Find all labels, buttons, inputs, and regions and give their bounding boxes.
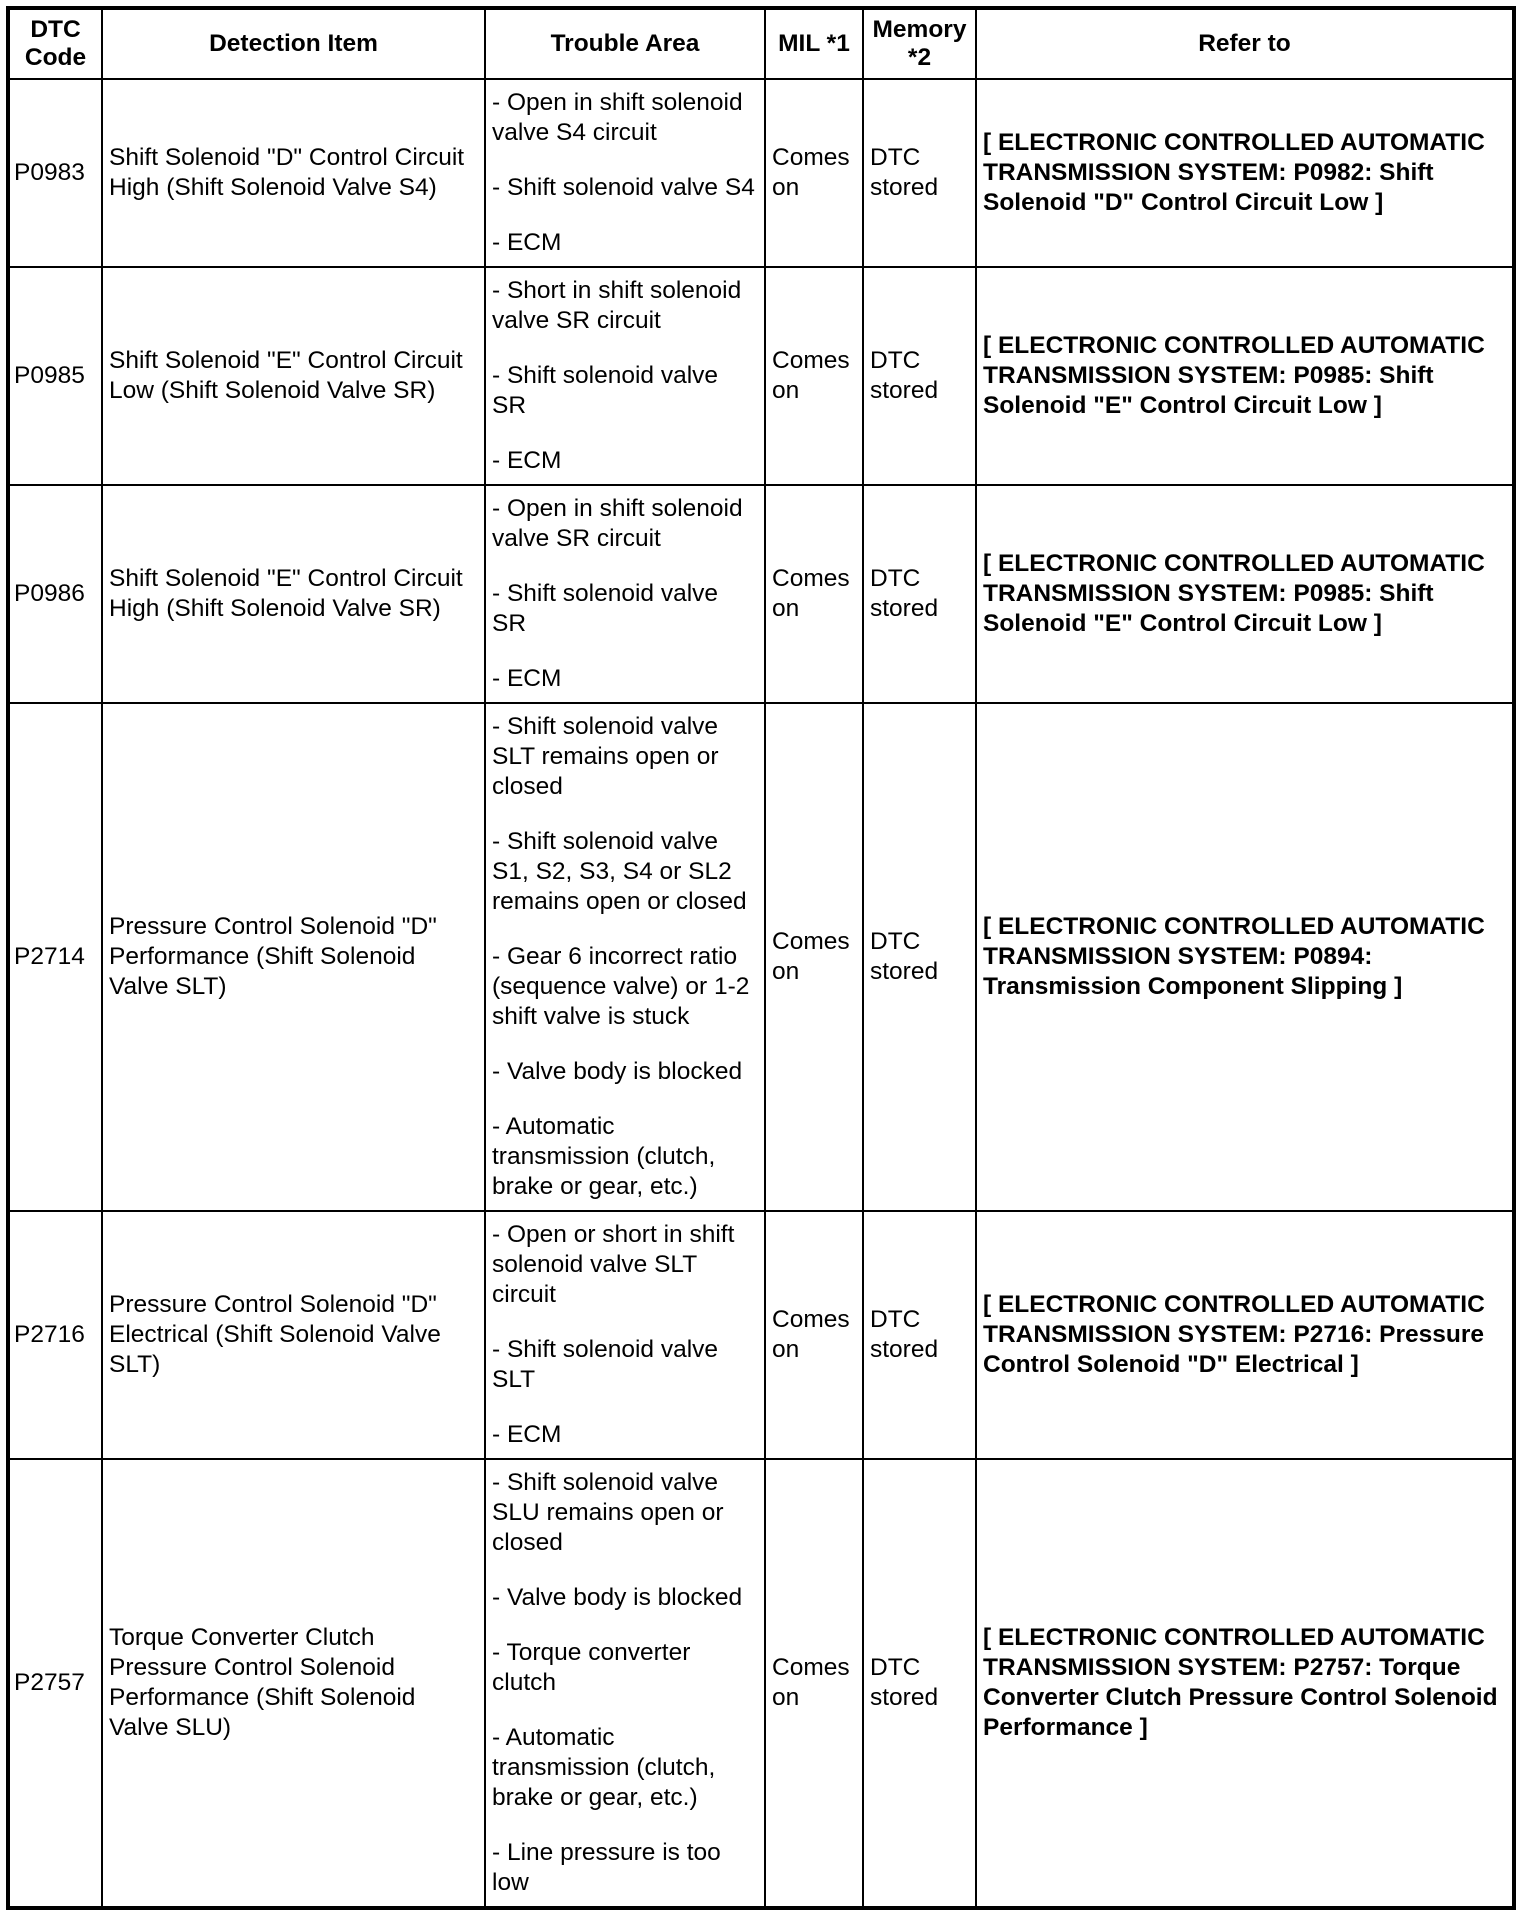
trouble-area-item: - Shift solenoid valve SR [492,362,719,419]
dtc-code-cell: P2714 [8,703,102,1211]
memory-cell: DTC stored [863,485,976,703]
table-row [8,79,1514,267]
trouble-area-item: - Torque converter clutch [492,1639,691,1696]
dtc-code-cell: P0985 [8,267,102,485]
table-row [8,485,1514,703]
header-refer-to: Refer to [976,8,1514,79]
detection-item-cell: Shift Solenoid "E" Control Circuit Low (Shift Solenoid Valve SR) [102,267,485,485]
trouble-area-cell [485,485,765,703]
mil-cell: Comes on [765,267,863,485]
trouble-area-item: - ECM [492,665,562,692]
trouble-area-cell [485,79,765,267]
trouble-area-item: - Valve body is blocked [492,1584,743,1611]
dtc-code-cell: P2757 [8,1459,102,1908]
refer-to-cell: [ ELECTRONIC CONTROLLED AUTOMATIC TRANSMISSION SYSTEM: P2757: Torque Converter Clutch Pressure Control Solenoid Performance ] [976,1459,1514,1908]
mil-cell: Comes on [765,485,863,703]
refer-to-cell: [ ELECTRONIC CONTROLLED AUTOMATIC TRANSMISSION SYSTEM: P0985: Shift Solenoid "E" Control Circuit Low ] [976,485,1514,703]
trouble-area-item: - Shift solenoid valve SLU remains open or closed [492,1469,724,1556]
dtc-table [6,6,1516,1910]
mil-cell: Comes on [765,79,863,267]
trouble-area-cell [485,1459,765,1908]
header-mil: MIL *1 [765,8,863,79]
trouble-area-item: - Shift solenoid valve SLT [492,1336,719,1393]
memory-cell: DTC stored [863,1211,976,1459]
mil-cell: Comes on [765,1211,863,1459]
dtc-table-container [6,6,1512,1910]
header-trouble-area: Trouble Area [485,8,765,79]
refer-to-cell: [ ELECTRONIC CONTROLLED AUTOMATIC TRANSMISSION SYSTEM: P0985: Shift Solenoid "E" Control Circuit Low ] [976,267,1514,485]
memory-cell: DTC stored [863,703,976,1211]
detection-item-cell: Shift Solenoid "D" Control Circuit High (Shift Solenoid Valve S4) [102,79,485,267]
detection-item-cell: Torque Converter Clutch Pressure Control Solenoid Performance (Shift Solenoid Valve SLU) [102,1459,485,1908]
header-dtc-code: DTC Code [8,8,102,79]
trouble-area-item: - Automatic transmission (clutch, brake or gear, etc.) [492,1724,716,1811]
trouble-area-item: - Valve body is blocked [492,1058,743,1085]
trouble-area-item: - Shift solenoid valve S1, S2, S3, S4 or SL2 remains open or closed [492,828,747,915]
mil-cell: Comes on [765,1459,863,1908]
trouble-area-item: - ECM [492,229,562,256]
table-row [8,703,1514,1211]
trouble-area-item: - Shift solenoid valve SR [492,580,719,637]
refer-to-cell: [ ELECTRONIC CONTROLLED AUTOMATIC TRANSMISSION SYSTEM: P0894: Transmission Component Slipping ] [976,703,1514,1211]
table-row [8,1211,1514,1459]
trouble-area-item: - Open or short in shift solenoid valve SLT circuit [492,1221,735,1308]
refer-to-cell: [ ELECTRONIC CONTROLLED AUTOMATIC TRANSMISSION SYSTEM: P0982: Shift Solenoid "D" Control Circuit Low ] [976,79,1514,267]
dtc-code-cell: P2716 [8,1211,102,1459]
memory-cell: DTC stored [863,1459,976,1908]
trouble-area-item: - Open in shift solenoid valve SR circuit [492,495,743,552]
trouble-area-item: - Shift solenoid valve S4 [492,174,755,201]
trouble-area-cell [485,703,765,1211]
memory-cell: DTC stored [863,79,976,267]
trouble-area-item: - ECM [492,1421,562,1448]
trouble-area-item: - Short in shift solenoid valve SR circuit [492,277,742,334]
refer-to-cell: [ ELECTRONIC CONTROLLED AUTOMATIC TRANSMISSION SYSTEM: P2716: Pressure Control Solenoid "D" Electrical ] [976,1211,1514,1459]
trouble-area-item: - Gear 6 incorrect ratio (sequence valve) or 1-2 shift valve is stuck [492,943,750,1030]
trouble-area-item: - Shift solenoid valve SLT remains open or closed [492,713,719,800]
mil-cell: Comes on [765,703,863,1211]
detection-item-cell: Shift Solenoid "E" Control Circuit High (Shift Solenoid Valve SR) [102,485,485,703]
table-row [8,267,1514,485]
memory-cell: DTC stored [863,267,976,485]
header-detection-item: Detection Item [102,8,485,79]
header-memory: Memory *2 [863,8,976,79]
trouble-area-item: - Line pressure is too low [492,1839,721,1896]
trouble-area-item: - Automatic transmission (clutch, brake or gear, etc.) [492,1113,716,1200]
trouble-area-item: - ECM [492,447,562,474]
detection-item-cell: Pressure Control Solenoid "D" Electrical (Shift Solenoid Valve SLT) [102,1211,485,1459]
trouble-area-item: - Open in shift solenoid valve S4 circuit [492,89,743,146]
trouble-area-cell [485,1211,765,1459]
dtc-code-cell: P0983 [8,79,102,267]
dtc-code-cell: P0986 [8,485,102,703]
trouble-area-cell [485,267,765,485]
table-row [8,1459,1514,1908]
table-header-row [8,8,1514,79]
detection-item-cell: Pressure Control Solenoid "D" Performance (Shift Solenoid Valve SLT) [102,703,485,1211]
